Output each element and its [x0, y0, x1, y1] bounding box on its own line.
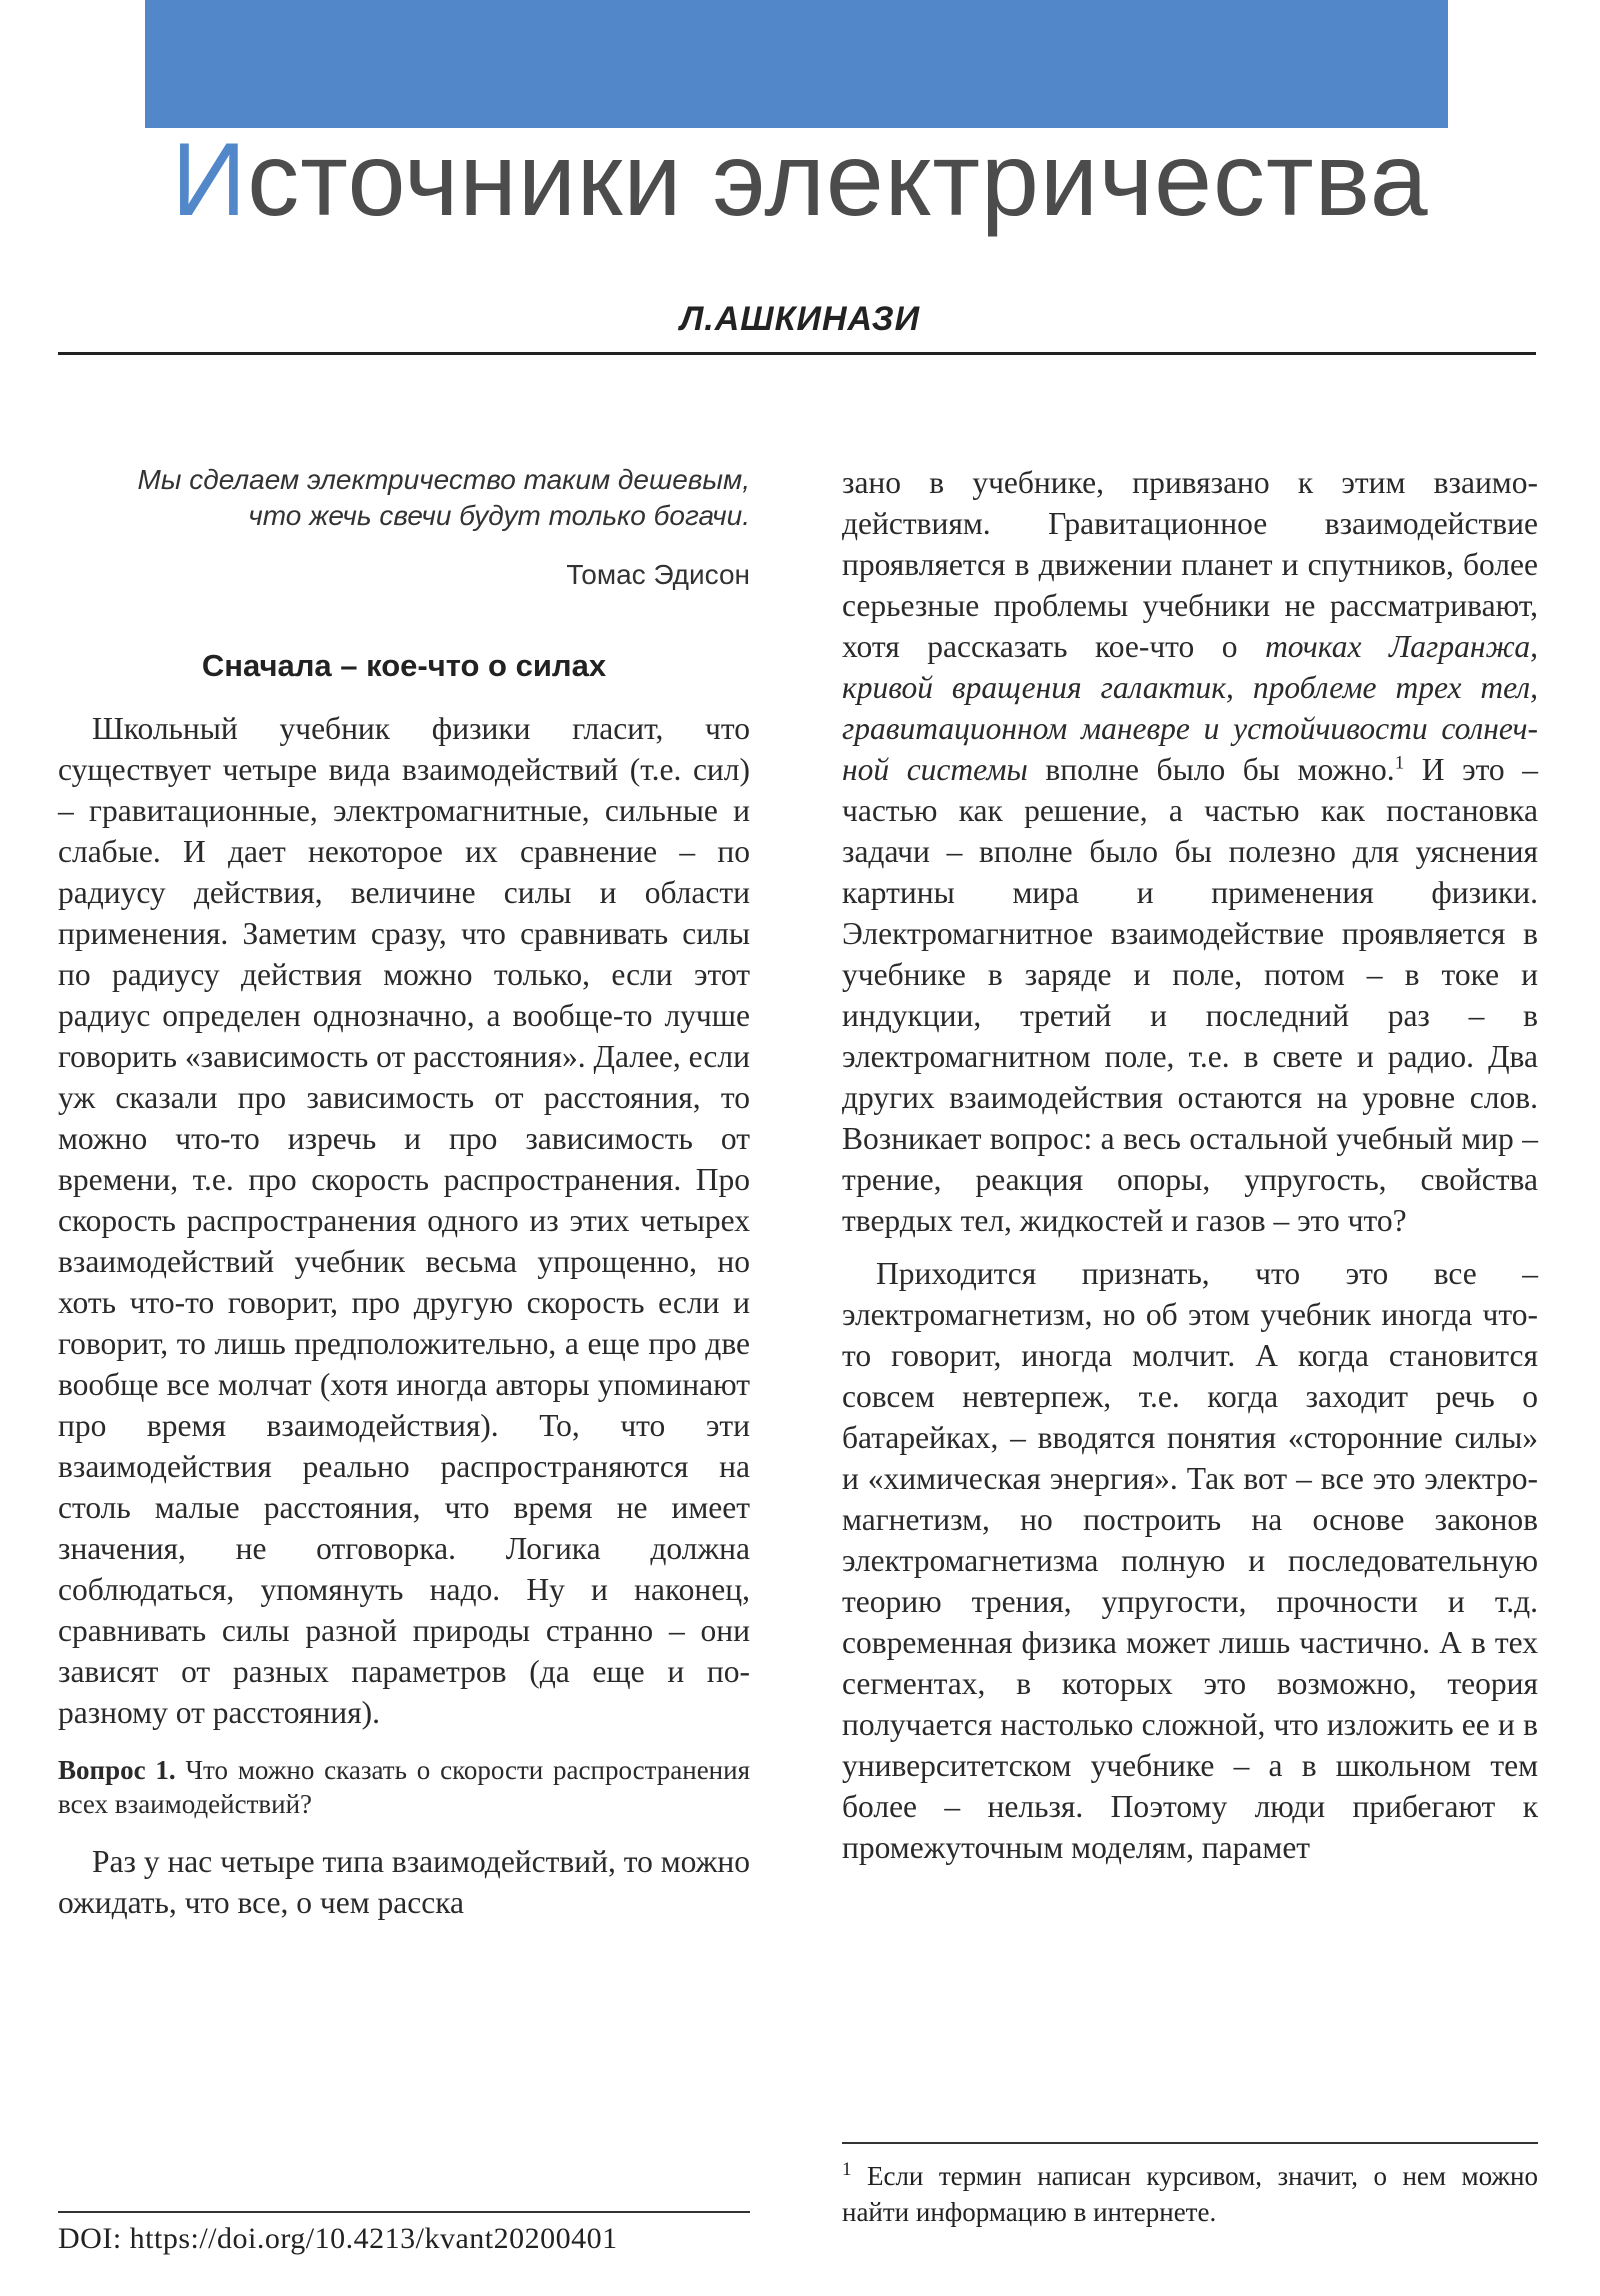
epigraph-line: Мы сделаем электричество таким дешевым, [137, 464, 750, 495]
title-initial: И [171, 122, 248, 238]
epigraph-author: Томас Эдисон [566, 559, 750, 590]
epigraph-line: что жечь свечи будут только богачи. [248, 500, 750, 531]
paragraph: Школьный учебник физики гласит, что существует четыре вида взаимодействий (т.е. сил) – гравитационные, электромагнитные, сильные и слабые. И дает некоторое их сравнение – по радиусу действия, величине силы и области применения. Заметим сразу, что сравнивать силы по радиусу действия можно только, если этот радиус определен однозначно, а вообще-то лучше говорить «зависимость от расстояния». Далее, если уж сказали про зависимость от расстояния, то можно что-то изречь и про зависимость от времени, т.е. про скорость распространения. Про скорость распространения одного из этих четырех взаимодействий учебник весьма упрощенно, но хоть что-то говорит, про другую скорость если и говорит, то лишь предположительно, а еще про две вообще все молчат (хотя иногда авторы упоминают про время взаимодействия). То, что эти взаимодействия реально распространяются на столь малые расстояния, что время не имеет значения, не отговорка. Логика должна соблюдаться, упомянуть надо. Ну и наконец, сравнивать силы разной природы странно – они зависят от разных параметров (да еще и по-разному от расстояния). [58, 711, 750, 1730]
footnote-divider [842, 2142, 1538, 2144]
title-rest: сточники электричества [247, 122, 1429, 238]
left-column [58, 462, 750, 1923]
footnote [842, 2158, 1538, 2230]
paragraph-text: вполне было бы можно. [1027, 752, 1395, 787]
right-column [842, 462, 1538, 1868]
paragraph-text: И это – частью как решение, а частью как постановка задачи – вполне было бы полезно для уяснения картины мира и применения физики. Электромагнитное взаимодействие проявляется в учебнике в заряде и поле, потом – в токе и индукции, третий и последний раз – в электромагнитном поле, т.е. в свете и радио. Два других взаимодействия остаются на уровне слов. Возникает вопрос: а весь остальной учебный мир – трение, реакция опоры, упругость, свойства твердых тел, жидкостей и газов – это что? [842, 752, 1538, 1238]
header-banner [145, 0, 1448, 128]
doi-line[interactable]: DOI: https://doi.org/10.4213/kvant20200401 [58, 2222, 618, 2255]
article-author: Л.АШКИНАЗИ [679, 300, 921, 338]
question-label: Вопрос 1. [58, 1755, 176, 1785]
footnote-reference[interactable]: 1 [1394, 752, 1405, 774]
section-heading: Сначала – кое-что о силах [201, 648, 607, 683]
paragraph-text: зано в учебнике, привязано к этим взаимодействиям. Гравитационное взаимодействие проявляется в движении планет и спутников, более серьезные проблемы учебники не рассматривают, хотя рассказать кое-что о [842, 465, 1538, 664]
question-text: Что можно сказать о скорости распространения всех взаимодействий? [58, 1755, 750, 1819]
paragraph [842, 462, 1538, 1241]
question-block [58, 1753, 750, 1821]
footnote-text: Если термин написан курсивом, значит, о нем можно найти информацию в интернете. [842, 2161, 1538, 2227]
italic-terms: точках Лагранжа, кривой вращения галактик, проблеме трех тел, гравитационном маневре и устойчивости солнечной системы [842, 629, 1538, 787]
footnote-mark: 1 [842, 2159, 852, 2180]
paragraph: Приходится признать, что это все – электромагнетизм, но об этом учебник иногда что-то говорит, иногда молчит. А когда становится совсем невтерпеж, т.е. когда заходит речь о батарейках, – вводятся понятия «сторонние силы» и «химическая энергия». Так вот – все это электромагнетизм, но построить на основе законов электромагнетизма полную и последовательную теорию трения, упругости, прочности и т.д. современная физика может лишь частично. А в тех сегментах, в которых это возможно, теория получается настолько сложной, что изложить ее и в университетском учебнике – а в школьном тем более – нельзя. Поэтому люди прибегают к промежуточным моделям, парамет [842, 1256, 1538, 1865]
author-divider [58, 352, 1536, 355]
paragraph: Раз у нас четыре типа взаимодействий, то можно ожидать, что все, о чем расска [58, 1844, 750, 1920]
article-title [0, 118, 1600, 243]
epigraph [58, 462, 750, 534]
footer-divider [58, 2211, 750, 2213]
